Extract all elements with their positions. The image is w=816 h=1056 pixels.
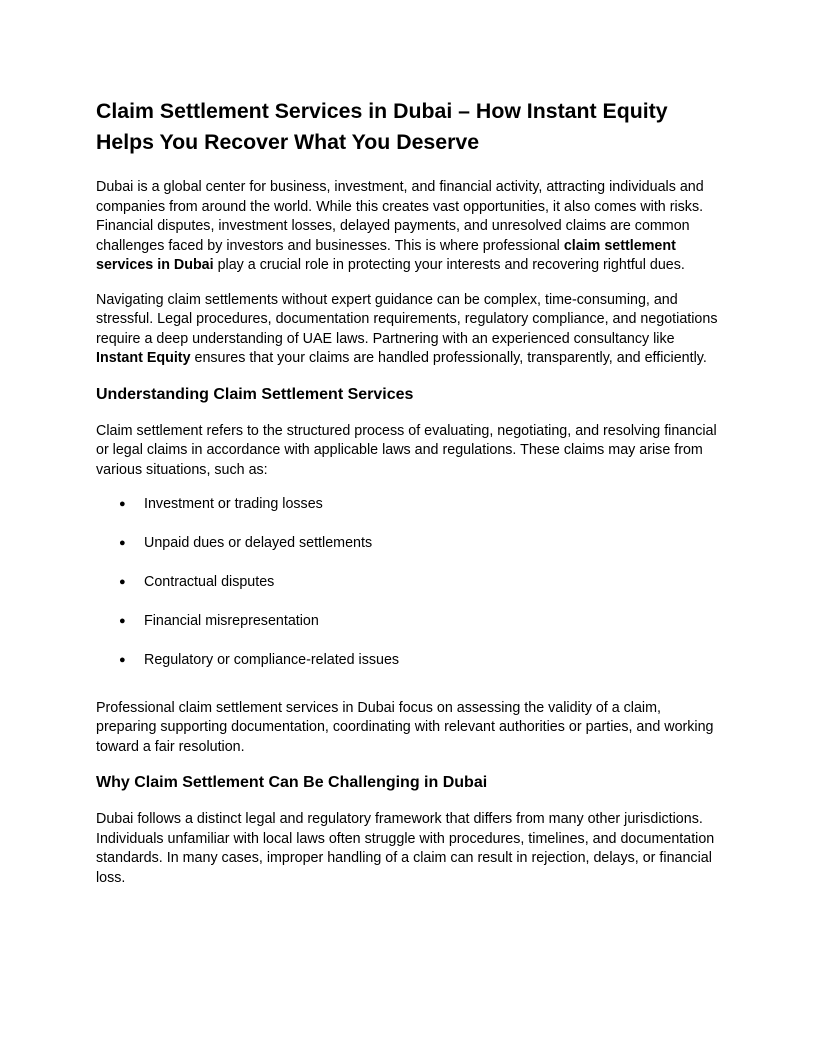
list-item-text: Unpaid dues or delayed settlements	[144, 535, 373, 551]
list-item	[96, 495, 724, 515]
intro-paragraph-1-text-b: play a crucial role in protecting your interests and recovering rightful dues.	[213, 257, 685, 273]
bullet-icon: ●	[119, 654, 126, 666]
intro-paragraph-2	[96, 291, 724, 369]
list-item	[96, 573, 724, 593]
section-2-heading: Why Claim Settlement Can Be Challenging in Dubai	[96, 774, 488, 791]
bullet-icon: ●	[119, 537, 126, 549]
claim-types-list	[96, 495, 724, 671]
list-item	[96, 651, 724, 671]
bullet-icon: ●	[119, 498, 126, 510]
intro-paragraph-2-text-a: Navigating claim settlements without expert guidance can be complex, time-consuming, and stressful. Legal procedures, documentation requirements, regulatory compliance, and negotiations require a deep understanding of UAE laws. Partnering with an experienced consultancy like	[96, 291, 718, 347]
section-2-paragraph-1: Dubai follows a distinct legal and regulatory framework that differs from many other jurisdictions. Individuals unfamiliar with local laws often struggle with procedures, timelines, and documentation standards. In many cases, improper handling of a claim can result in rejection, delays, or financial loss.	[96, 811, 715, 886]
section-2	[96, 772, 724, 888]
document-title: Claim Settlement Services in Dubai – How Instant Equity Helps You Recover What You Deserve	[96, 99, 668, 154]
list-item-text: Contractual disputes	[144, 574, 275, 590]
intro-paragraph-2-bold: Instant Equity	[96, 350, 191, 366]
intro-paragraph-2-text-b: ensures that your claims are handled professionally, transparently, and efficiently.	[190, 350, 707, 366]
section-1-heading: Understanding Claim Settlement Services	[96, 385, 414, 403]
intro-paragraph-1-text-a: Dubai is a global center for business, investment, and financial activity, attracting individuals and companies from around the world. While this creates vast opportunities, it also comes with risks. Financial disputes, investment losses, delayed payments, and unresolved claims are common challenges faced by investors and businesses. This is where professional	[96, 179, 704, 254]
intro-paragraph-1	[96, 178, 724, 276]
document-page	[96, 96, 724, 903]
list-item-text: Investment or trading losses	[144, 496, 323, 512]
section-1-paragraph-2: Professional claim settlement services in Dubai focus on assessing the validity of a claim, preparing supporting documentation, coordinating with relevant authorities or parties, and working toward a fair resolution.	[96, 699, 714, 755]
list-item	[96, 534, 724, 554]
list-item	[96, 612, 724, 632]
list-item-text: Financial misrepresentation	[144, 613, 319, 629]
list-item-text: Regulatory or compliance-related issues	[144, 652, 400, 668]
bullet-icon: ●	[119, 615, 126, 627]
intro-paragraph-1-bold: claim settlement services in Dubai	[96, 237, 676, 273]
section-1-paragraph-1: Claim settlement refers to the structured process of evaluating, negotiating, and resolving financial or legal claims in accordance with applicable laws and regulations. These claims may arise from various situations, such as:	[96, 422, 717, 478]
section-1	[96, 384, 724, 758]
bullet-icon: ●	[119, 576, 126, 588]
